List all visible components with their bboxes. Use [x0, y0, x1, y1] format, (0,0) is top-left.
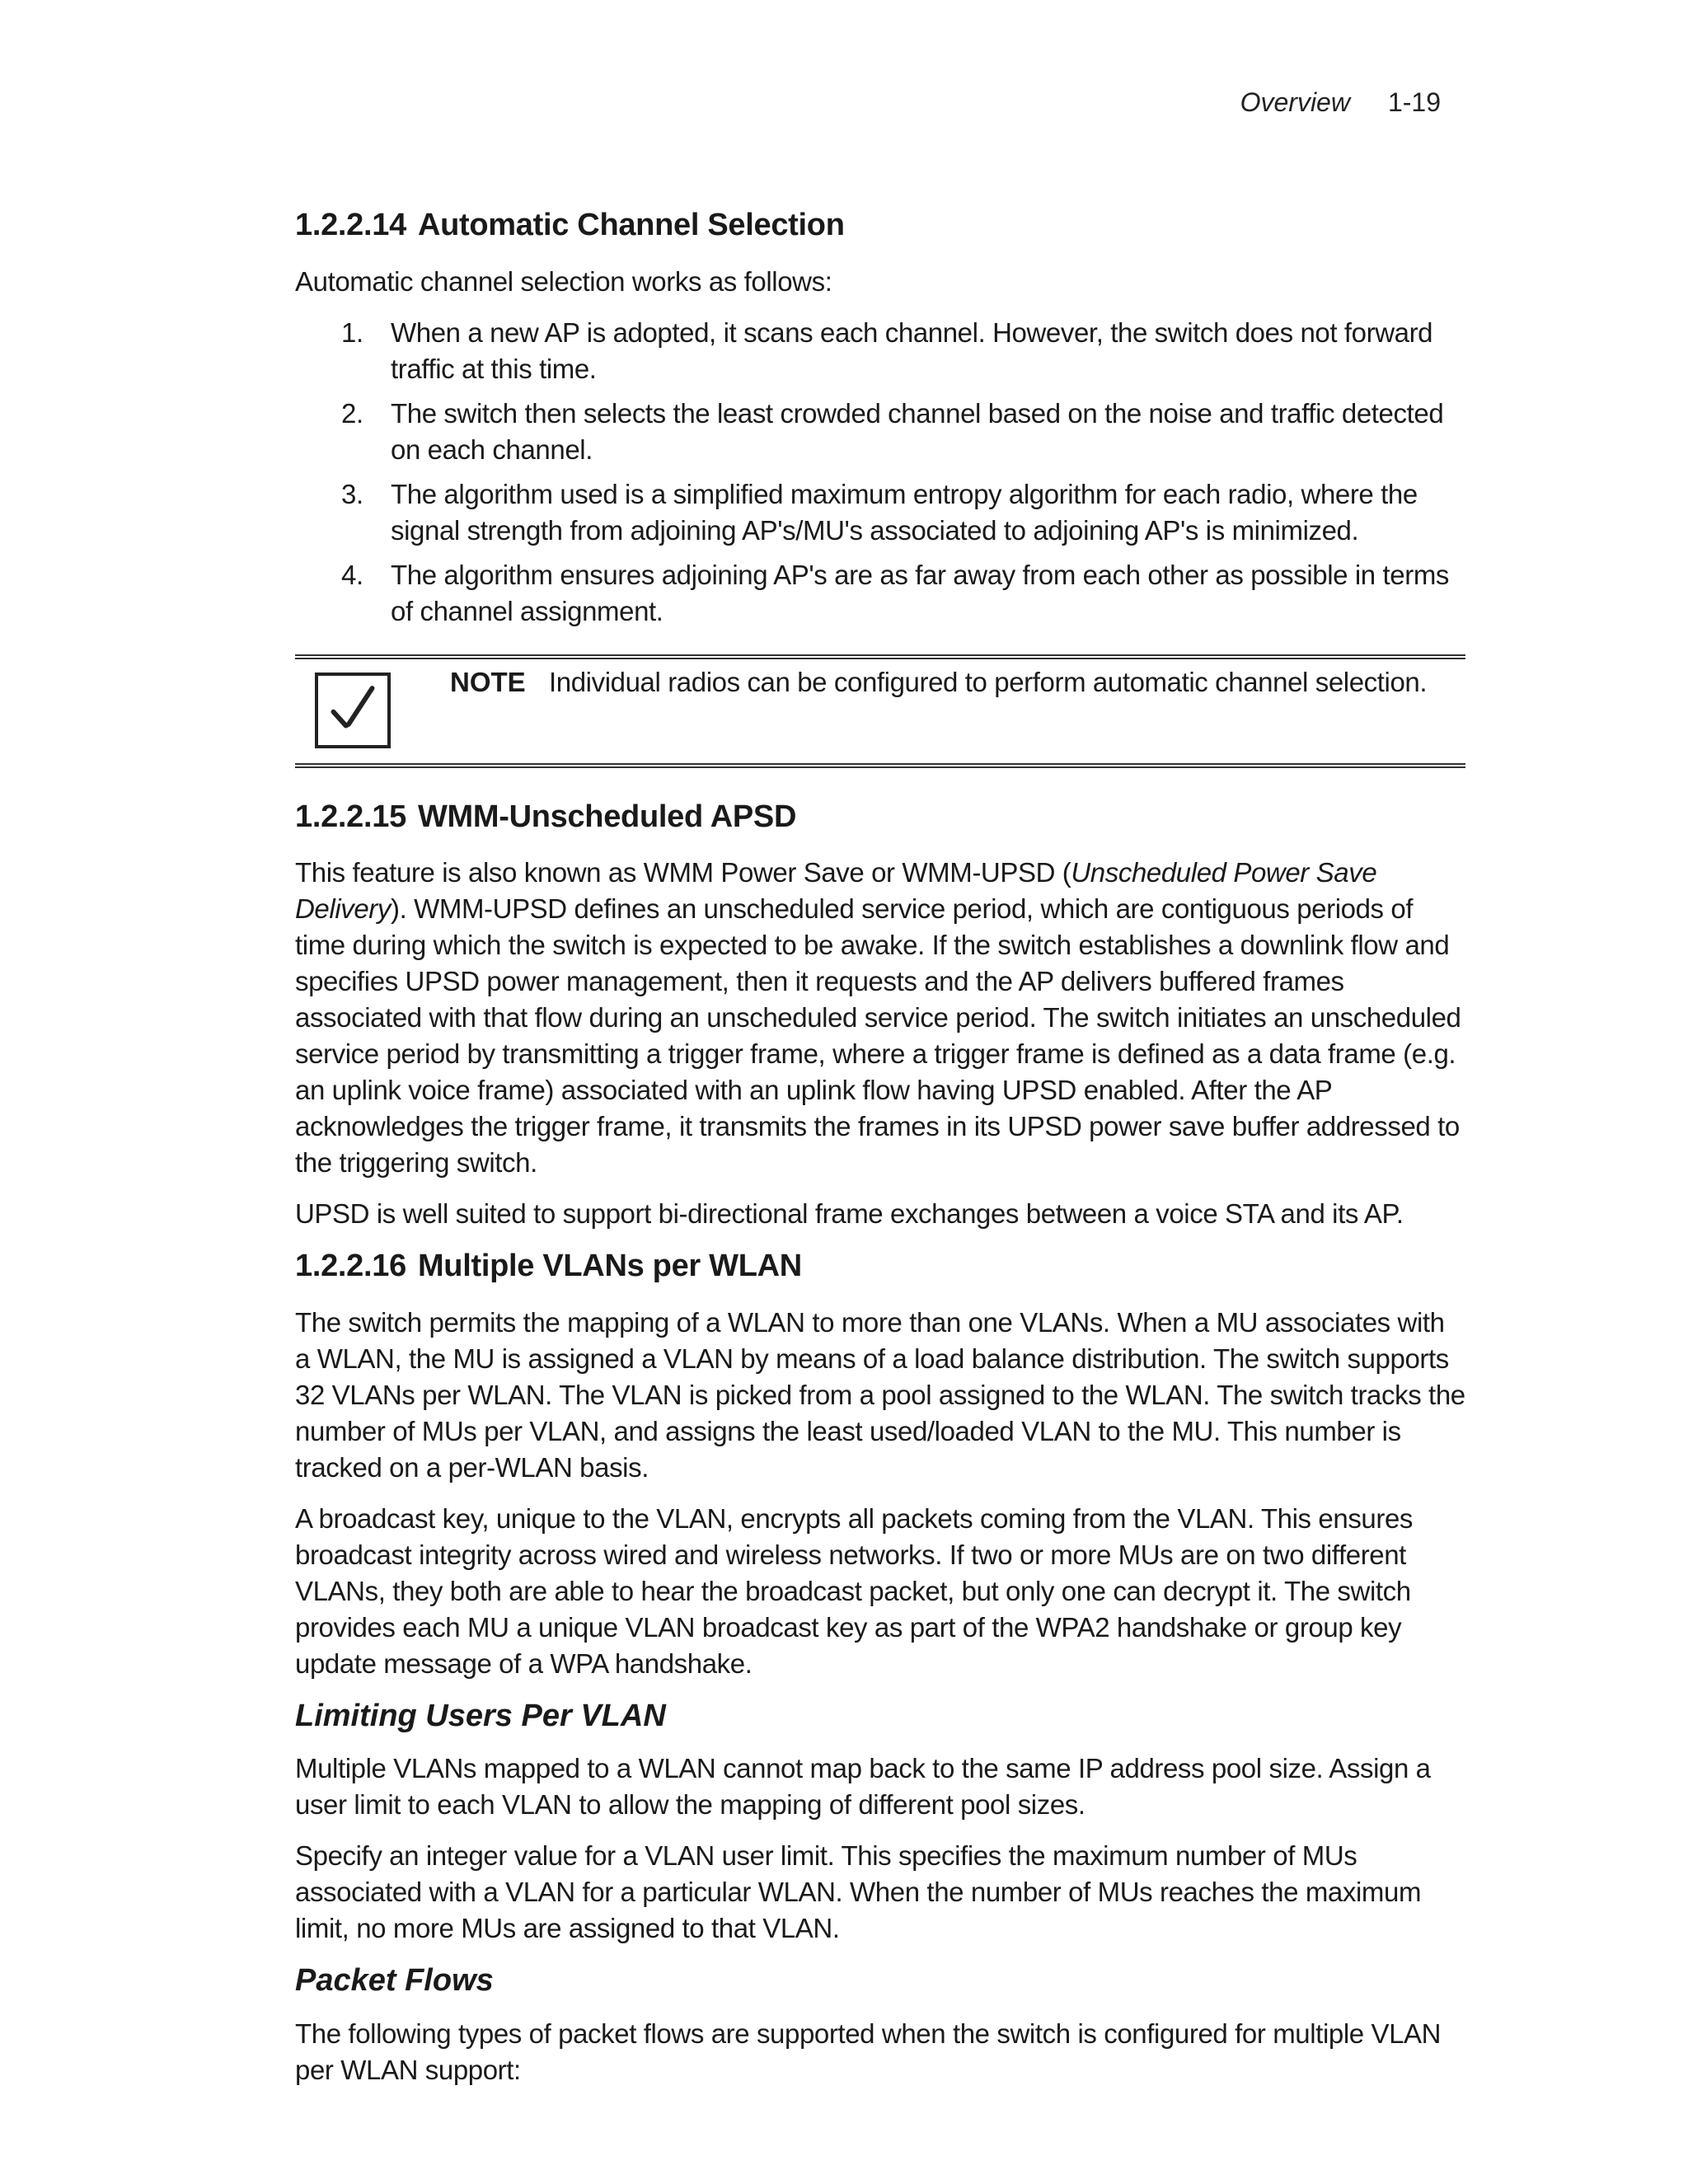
section-title: Automatic Channel Selection: [417, 208, 845, 242]
checkmark-icon: [315, 673, 391, 748]
list-item: [295, 476, 1465, 549]
running-header: [1240, 87, 1441, 118]
list-marker: 4.: [341, 559, 363, 590]
list-marker: 3.: [341, 478, 363, 509]
paragraph: Multiple VLANs mapped to a WLAN cannot map back to the same IP address pool size. Assign a user limit to each VLAN to allow the mapping of different pool sizes.: [295, 1753, 1431, 1820]
list-item: [295, 315, 1465, 387]
section-heading: [295, 206, 1465, 246]
list-marker: 1.: [341, 316, 363, 348]
header-section-name: Overview: [1240, 87, 1350, 117]
paragraph: The following types of packet flows are supported when the switch is configured for multiple VLAN per WLAN support:: [295, 2018, 1442, 2085]
list-item-text: The algorithm used is a simplified maximum entropy algorithm for each radio, where the signal strength from adjoining AP's/MU's associated to adjoining AP's is minimized.: [391, 478, 1418, 546]
paragraph: Specify an integer value for a VLAN user limit. This specifies the maximum number of MUs associated with a VLAN for a particular WLAN. When the number of MUs reaches the maximum limit, no more MUs are assigned to that VLAN.: [295, 1840, 1422, 1943]
section-intro: Automatic channel selection works as follows:: [295, 265, 832, 297]
paragraph: UPSD is well suited to support bi-directional frame exchanges between a voice STA and its AP.: [295, 1198, 1404, 1229]
list-item: [295, 396, 1465, 468]
note-label: NOTE: [450, 666, 526, 697]
subsection-heading-packet-flows: Packet Flows: [295, 1963, 494, 1998]
section-heading: [295, 1247, 1465, 1286]
paragraph-text: ). WMM-UPSD defines an unscheduled service period, which are contiguous periods of time during which the switch is expected to be awake. If the switch establishes a downlink flow and specifies UPSD power management, then it requests and the AP delivers buffered frames associated with that flow during an unscheduled service period. The switch initiates an unscheduled service period by transmitting a trigger frame, where a trigger frame is defined as a data frame (e.g. an uplink voice frame) associated with an uplink flow having UPSD enabled. After the AP acknowledges the trigger frame, it transmits the frames in its UPSD power save buffer addressed to the triggering switch.: [295, 893, 1461, 1178]
note-text: Individual radios can be configured to perform automatic channel selection.: [549, 666, 1428, 697]
paragraph-emphasis: Unscheduled Power Save Delivery: [295, 857, 1377, 924]
section-wmm-unscheduled-apsd: [295, 798, 1465, 1233]
header-page-number: 1-19: [1387, 87, 1441, 117]
section-title: WMM-Unscheduled APSD: [417, 799, 797, 834]
list-item: [295, 557, 1465, 630]
section-automatic-channel-selection: [295, 206, 1465, 768]
section-number: 1.2.2.14: [295, 208, 406, 242]
section-number: 1.2.2.16: [295, 1249, 406, 1283]
subsection-heading-limiting-users: Limiting Users Per VLAN: [295, 1698, 666, 1733]
list-marker: 2.: [341, 397, 363, 429]
section-title: Multiple VLANs per WLAN: [417, 1249, 802, 1283]
section-number: 1.2.2.15: [295, 799, 406, 834]
list-item-text: The algorithm ensures adjoining AP's are as far away from each other as possible in terms of channel assignment.: [391, 559, 1450, 626]
steps-list: [295, 315, 1465, 630]
page-content: [295, 206, 1465, 2103]
list-item-text: When a new AP is adopted, it scans each channel. However, the switch does not forward traffic at this time.: [391, 316, 1433, 384]
checkmark-icon-graphic: [318, 676, 387, 745]
paragraph: The switch permits the mapping of a WLAN to more than one VLANs. When a MU associates with a WLAN, the MU is assigned a VLAN by means of a load balance distribution. The switch supports 32 VLANs per WLAN. The VLAN is picked from a pool assigned to the WLAN. The switch tracks the number of MUs per VLAN, and assigns the least used/loaded VLAN to the MU. This number is tracked on a per-WLAN basis.: [295, 1306, 1465, 1483]
list-item-text: The switch then selects the least crowded channel based on the noise and traffic detected on each channel.: [391, 397, 1444, 465]
section-heading: [295, 798, 1465, 837]
note-box: [295, 654, 1465, 768]
paragraph: A broadcast key, unique to the VLAN, encrypts all packets coming from the VLAN. This ensures broadcast integrity across wired and wireless networks. If two or more MUs are on two different VLANs, they both are able to hear the broadcast packet, but only one can decrypt it. The switch provides each MU a unique VLAN broadcast key as part of the WPA2 handshake or group key update message of a WPA handshake.: [295, 1502, 1414, 1679]
paragraph-text: This feature is also known as WMM Power Save or WMM-UPSD (: [295, 857, 1071, 888]
section-multiple-vlans-per-wlan: [295, 1247, 1465, 2088]
paragraph: [295, 855, 1465, 1181]
